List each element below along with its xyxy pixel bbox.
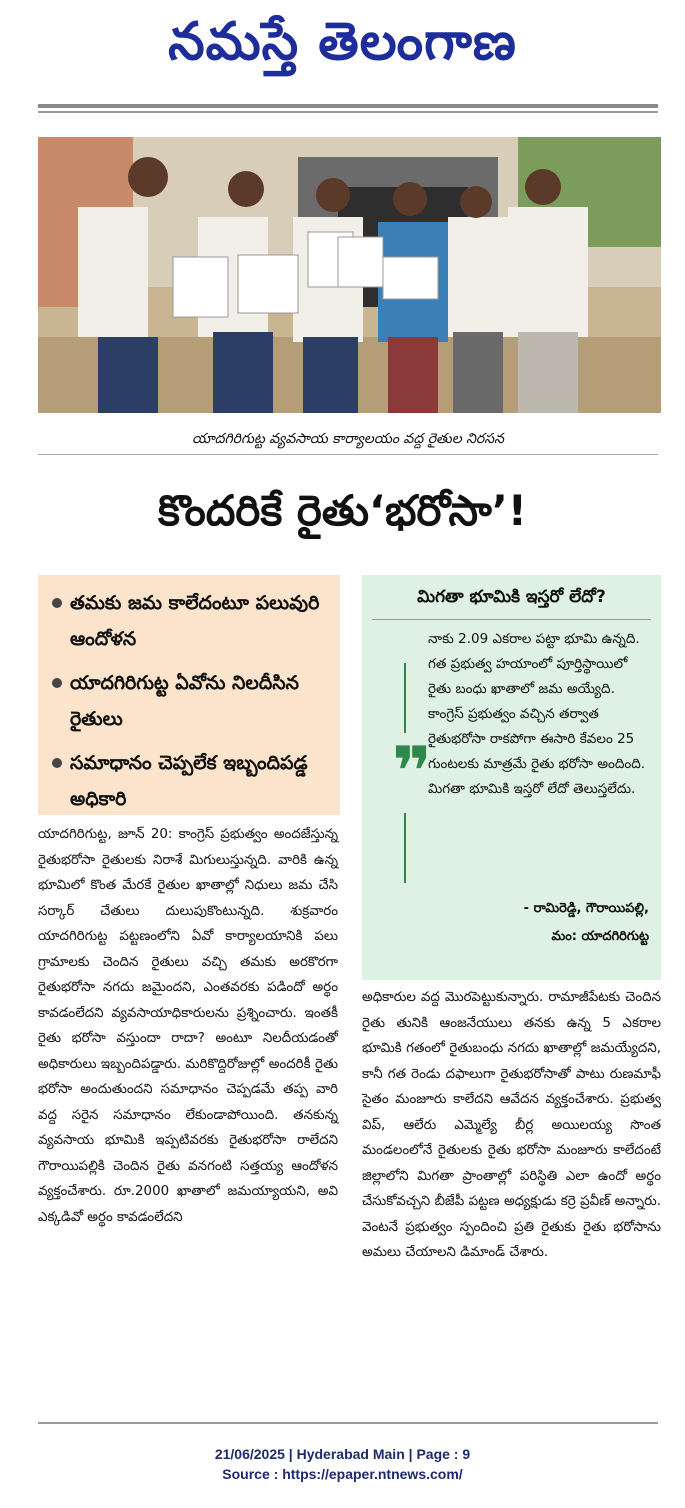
article-column-right <box>362 985 661 1266</box>
masthead-rule <box>38 104 658 108</box>
footer <box>0 1444 685 1484</box>
quote-attribution <box>524 895 649 951</box>
bullet-icon <box>52 758 62 768</box>
footer-rule <box>38 1422 658 1424</box>
bullet-icon <box>52 678 62 688</box>
news-photo <box>38 137 661 413</box>
highlight-text: సమాధానం చెప్పలేక ఇబ్బందిపడ్డ అధికారి <box>70 752 308 810</box>
highlight-item <box>52 585 332 657</box>
farmers-protest-photo <box>38 137 661 413</box>
masthead-rule-thin <box>38 111 658 113</box>
article-text-left: యాదగిరిగుట్ట, జూన్ 20: కాంగ్రెస్ ప్రభుత్వం అందజేస్తున్న రైతుభరోసా రైతులకు నిరాశే మిగులుస్తున్నది. వారికి ఉన్న భూమిలో కొంత మేరకే రైతుల ఖాతాల్లో నిధులు జమ చేసి సర్కార్ చేతులు దులుపుకొంటున్నది. శుక్రవారం యాదగిరిగుట్ట పట్టణంలోని ఏవో కార్యాలయానికి పలు గ్రామాలకు చెందిన రైతులు వచ్చి తమకు అరకొరగా రైతుభరోసా నగదు జమైందని, ఎంతవరకు పడిందో అర్థం కావడంలేదని వ్యవసాయాధికారులను ప్రశ్నించారు. ఇంతకీ రైతు భరోసా వస్తుందా రాదా? అంటూ నిలదీయడంతో అధికారులు ఇబ్బందిపడ్డారు. మరికొద్దిరోజుల్లో అందరికీ రైతు భరోసా అందుతుందని సమాధానం చెప్పడమే తప్ప వారి వద్ద సరైన సమాధానం లేకుండాపోయింది. తనకున్న వ్యవసాయ భూమికి ఇప్పటివరకు రైతుభరోసా రాలేదని గౌరాయిపల్లికి చెందిన రైతు వనగంటి సత్తయ్య ఆందోళన వ్యక్తంచేశారు. రూ.2000 ఖాతాలో జమయ్యాయని, అవి ఎక్కడివో అర్థం కావడంలేదని <box>38 827 338 1225</box>
quote-author: - రామిరెడ్డి, గౌరాయిపల్లి, <box>523 901 649 916</box>
highlight-item <box>52 745 332 817</box>
highlight-text: యాదగిరిగుట్ట ఏవోను నిలదీసిన రైతులు <box>70 672 299 730</box>
article-text-right: అధికారుల వద్ద మొరపెట్టుకున్నారు. రామాజీపేటకు చెందిన రైతు తునికి ఆంజనేయులు తనకు ఉన్న 5 ఎకరాల భూమికి గతంలో రైతుబంధు నగదు ఖాతాల్లో జమయ్యేదని, కానీ గత రెండు దఫాలుగా రైతుభరోసాతో పాటు రుణమాఫీ సైతం మంజూరు కాలేదని ఆవేదన వ్యక్తంచేశారు. ప్రభుత్వ విప్, ఆలేరు ఎమ్మెల్యే బీర్ల అయిలయ్య సొంత మండలంలోనే రైతులకు రైతు భరోసా మంజూరు కాలేదంటే జిల్లాలోని మిగతా ప్రాంతాల్లో పరిస్థితి ఎలా ఉందో అర్థం చేసుకోవచ్చని బీజేపీ పట్టణ అధ్యక్షుడు కర్రె ప్రవీణ్ అన్నారు. వెంటనే ప్రభుత్వం స్పందించి ప్రతి రైతుకు రైతు భరోసాను అమలు చేయాలని డిమాండ్ చేశారు. <box>362 990 661 1260</box>
photo-caption: యాదగిరిగుట్ట వ్యవసాయ కార్యాలయం వద్ద రైతుల నిరసన <box>38 424 658 455</box>
quote-line-top <box>404 663 406 733</box>
masthead <box>0 0 685 100</box>
headline: కొందరికే రైతు‘భరోసా’! <box>158 486 527 535</box>
highlight-text: తమకు జమ కాలేదంటూ పలువురి ఆందోళన <box>70 592 320 650</box>
bullet-icon <box>52 598 62 608</box>
article-column-left <box>38 822 338 1230</box>
quote-line-bottom <box>404 813 406 883</box>
highlights-box <box>38 575 340 815</box>
quote-mark-icon: ❞ <box>392 733 432 812</box>
quote-box <box>362 575 661 980</box>
source-link[interactable]: Source : https://epaper.ntnews.com/ <box>222 1466 463 1482</box>
quote-body: నాకు 2.09 ఎకరాల పట్టా భూమి ఉన్నది. గత ప్రభుత్వ హయాంలో పూర్తిస్థాయిలో రైతు బంధు ఖాతాలో జమ అయ్యేది. కాంగ్రెస్ ప్రభుత్వం వచ్చిన తర్వాత రైతుభరోసా రాకపోగా ఈసారి కేవలం 25 గుంటలకు మాత్రమే రైతు భరోసా అందింది. మిగతా భూమికి ఇస్తరో లేదో తెలుస్తలేదు. <box>428 631 646 797</box>
newspaper-logo: నమస్తే తెలంగాణ <box>168 12 517 72</box>
quote-place: మం: యాదగిరిగుట్ట <box>551 929 649 944</box>
quote-title: మిగతా భూమికి ఇస్తరో లేదో? <box>372 587 651 620</box>
highlight-item <box>52 665 332 737</box>
edition-info: 21/06/2025 | Hyderabad Main | Page : 9 <box>214 1446 471 1462</box>
